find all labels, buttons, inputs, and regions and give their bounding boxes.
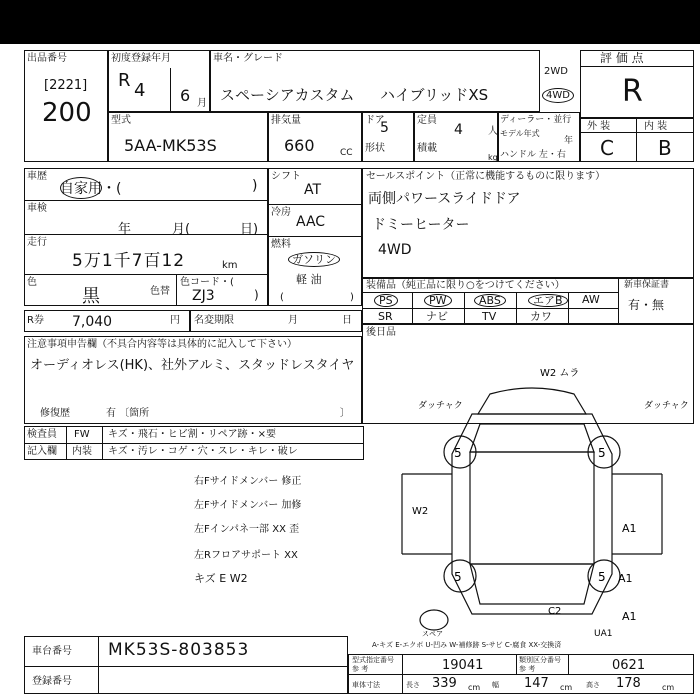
- tire-fr: 5: [598, 446, 606, 460]
- color-label: 色: [27, 277, 37, 288]
- mark-top: W2 ムラ: [540, 368, 580, 379]
- model-name-label: 車名・グレード: [213, 53, 283, 64]
- model-name: スペーシアカスタム: [220, 86, 355, 104]
- color-code-label: 色コード・(: [180, 277, 234, 288]
- r-ticket: 7,040: [72, 314, 113, 330]
- exterior-label: 外 装: [587, 121, 611, 132]
- shift: AT: [304, 182, 322, 198]
- ac-label: 冷房: [271, 207, 291, 218]
- first-reg-year: 4: [134, 80, 146, 101]
- history-label: 車歴: [27, 171, 47, 182]
- doors: 5: [380, 120, 389, 136]
- chassis-label1: 型式指定番号: [352, 656, 394, 664]
- inspector-row2-code: 内装: [72, 446, 92, 457]
- legend-line: A-キズ E-エクボ U-凹み W-補修跡 S-サビ C-腐食 XX-交換済: [372, 641, 562, 649]
- equip-navi: ナビ: [426, 310, 448, 323]
- notes-label: 注意事項申告欄（不具合内容等は具体的に記入して下さい）: [27, 339, 297, 350]
- mark-a1-3: A1: [622, 610, 637, 623]
- scan-top-border: [0, 0, 700, 44]
- chassis-no-label: 車台番号: [32, 646, 72, 657]
- color-code-close: ): [254, 288, 259, 302]
- equipment-label: 装備品（純正品に限り○をつけてください）: [366, 280, 565, 291]
- handle-label: ハンドル 左・右: [500, 150, 566, 160]
- ac: AAC: [296, 214, 326, 230]
- inspection-label: 車検: [27, 203, 47, 214]
- model-type: 5AA-MK53S: [124, 136, 217, 155]
- chassis-label2: 参 考: [352, 665, 369, 673]
- fuel-gas-circled: ガソリン: [288, 252, 340, 267]
- mark-right: ダッチャク: [644, 401, 689, 411]
- warranty-options: 有・無: [628, 298, 665, 312]
- doors-label: ドア: [365, 115, 385, 126]
- model-year-label: モデル年式: [500, 129, 540, 138]
- history-close: ): [252, 178, 258, 194]
- rating-label: 評 価 点: [600, 51, 644, 65]
- sales-point-2: ドミーヒーター: [372, 217, 470, 233]
- grade: ハイブリッドXS: [380, 86, 489, 104]
- mark-left: ダッチャク: [418, 401, 463, 411]
- displacement-unit: CC: [340, 148, 353, 158]
- first-reg-month: 6: [180, 86, 191, 105]
- comment-1: 右Fサイドメンバー 修正: [194, 476, 302, 487]
- comment-4: 左Rフロアサポート XX: [194, 550, 298, 561]
- sales-point-3: 4WD: [378, 242, 412, 258]
- rear-seat-label: 後日品: [366, 327, 396, 338]
- comment-2: 左Fサイドメンバー 加修: [194, 500, 302, 511]
- repair-close: 〕: [340, 408, 350, 419]
- drive-4wd-circled: 4WD: [542, 88, 574, 103]
- inspector-row2: キズ・汚レ・コゲ・穴・スレ・キレ・破レ: [108, 446, 298, 457]
- sales-points-label: セールスポイント（正常に機能するものに限ります）: [366, 171, 606, 182]
- height-value: 178: [616, 676, 641, 691]
- class-value: 0621: [612, 658, 646, 673]
- rear-panel: [470, 564, 594, 604]
- name-change-month: 月: [288, 315, 298, 326]
- fuel-diesel: 軽 油: [296, 273, 322, 286]
- sales-point-1: 両側パワースライドドア: [368, 191, 521, 207]
- tire-rr: 5: [598, 570, 606, 584]
- lot-code: [2221]: [44, 78, 88, 93]
- width-unit: cm: [560, 683, 573, 692]
- private-use-circle: [60, 177, 102, 199]
- inspector-row1: キズ・飛石・ヒビ割・リペア跡・×要: [108, 429, 276, 440]
- lot-label: 出品番号: [27, 53, 67, 64]
- mark-a1-2: A1: [618, 572, 633, 585]
- height-label: 高さ: [586, 681, 600, 689]
- mark-side: W2: [412, 506, 429, 517]
- lot-number: 200: [42, 98, 92, 128]
- color: 黒: [82, 286, 100, 307]
- height-unit: cm: [662, 683, 675, 692]
- equip-ps: PS: [374, 294, 398, 307]
- reg-no-label: 登録番号: [32, 676, 72, 687]
- first-reg-label: 初度登録年月: [111, 53, 171, 64]
- yen-unit: 円: [170, 315, 180, 326]
- width-value: 147: [524, 676, 549, 691]
- auction-sheet: [22, 48, 698, 698]
- body-outline: [452, 414, 612, 614]
- class-label2: 参 考: [519, 665, 536, 673]
- inspector-label2: 記入欄: [27, 446, 57, 457]
- displacement: 660: [284, 136, 315, 155]
- load-label: 積載: [417, 143, 437, 154]
- repair-label: 修復歴: [40, 408, 70, 419]
- repair-value: 有 〔箇所: [106, 408, 150, 419]
- comment-3: 左Fインパネ一部 XX 歪: [194, 524, 300, 535]
- color-change-label: 色替: [150, 286, 170, 297]
- tire-rl: 5: [454, 570, 462, 584]
- inspection-year: 年: [118, 222, 132, 237]
- roof-panel: [470, 452, 594, 564]
- equip-leather: カワ: [530, 310, 552, 323]
- name-change-day: 日: [342, 315, 352, 326]
- comment-5: キズ E W2: [194, 572, 248, 585]
- fuel-paren-open: (: [280, 292, 284, 303]
- equip-aw: AW: [582, 293, 600, 306]
- warranty-label: 新車保証書: [624, 280, 670, 290]
- capacity-label: 定員: [417, 115, 437, 126]
- windshield-top: [478, 388, 586, 414]
- equip-airbag: エアB: [528, 294, 568, 307]
- vehicle-history: 自家用・(: [60, 181, 122, 197]
- mileage: 5万1千7百12: [72, 251, 186, 271]
- mark-ua1: UA1: [594, 629, 613, 639]
- model-type-label: 型式: [111, 115, 131, 126]
- inspection-month: 月(: [172, 222, 191, 237]
- equip-pw: PW: [424, 294, 452, 307]
- inspector-row1-code: FW: [74, 429, 90, 440]
- first-reg-era: R: [118, 70, 131, 91]
- name-change-label: 名変期限: [194, 315, 234, 326]
- displacement-label: 排気量: [271, 115, 301, 126]
- interior-grade: B: [658, 136, 672, 160]
- load-unit: kg: [488, 153, 498, 162]
- year-unit: 年: [564, 136, 574, 146]
- len-value: 339: [432, 676, 457, 691]
- len-unit: cm: [468, 683, 481, 692]
- interior-label: 内 装: [644, 121, 668, 132]
- mileage-unit: km: [222, 260, 238, 271]
- chassis-value: 19041: [442, 658, 484, 673]
- mark-a1-1: A1: [622, 522, 637, 535]
- equip-abs: ABS: [474, 294, 506, 307]
- capacity-unit: 人: [488, 126, 498, 137]
- shift-label: シフト: [271, 171, 301, 182]
- inspector-label1: 検査員: [27, 429, 57, 440]
- fuel-label: 燃料: [271, 239, 291, 250]
- mark-c2: C2: [548, 606, 562, 617]
- len-label: 長さ: [406, 681, 420, 689]
- month-unit: 月: [197, 98, 207, 109]
- hood-panel: [470, 424, 594, 452]
- fuel-paren-close: ): [350, 292, 354, 303]
- class-label1: 類別区分番号: [519, 656, 561, 664]
- equip-sr: SR: [378, 310, 393, 323]
- r-ticket-label: R券: [27, 315, 44, 326]
- capacity: 4: [454, 122, 463, 138]
- drive-2wd: 2WD: [544, 66, 568, 77]
- exterior-grade: C: [600, 136, 614, 160]
- shape-label: 形状: [365, 143, 385, 154]
- notes-text: オーディオレス(HK)、社外アルミ、スタッドレスタイヤ: [30, 358, 355, 373]
- mark-spare: スペア: [422, 630, 443, 638]
- rating-value: R: [622, 74, 643, 109]
- tire-fl: 5: [454, 446, 462, 460]
- width-label: 幅: [492, 681, 499, 689]
- car-damage-diagram: [372, 364, 692, 639]
- sheet-label: 車体寸法: [352, 681, 380, 689]
- dealer-label: ディーラー・並行: [500, 115, 572, 125]
- mileage-label: 走行: [27, 237, 47, 248]
- chassis-no: MK53S-803853: [108, 640, 250, 660]
- inspection-day: 日): [240, 222, 259, 237]
- equip-tv: TV: [482, 310, 497, 323]
- color-code: ZJ3: [192, 288, 215, 304]
